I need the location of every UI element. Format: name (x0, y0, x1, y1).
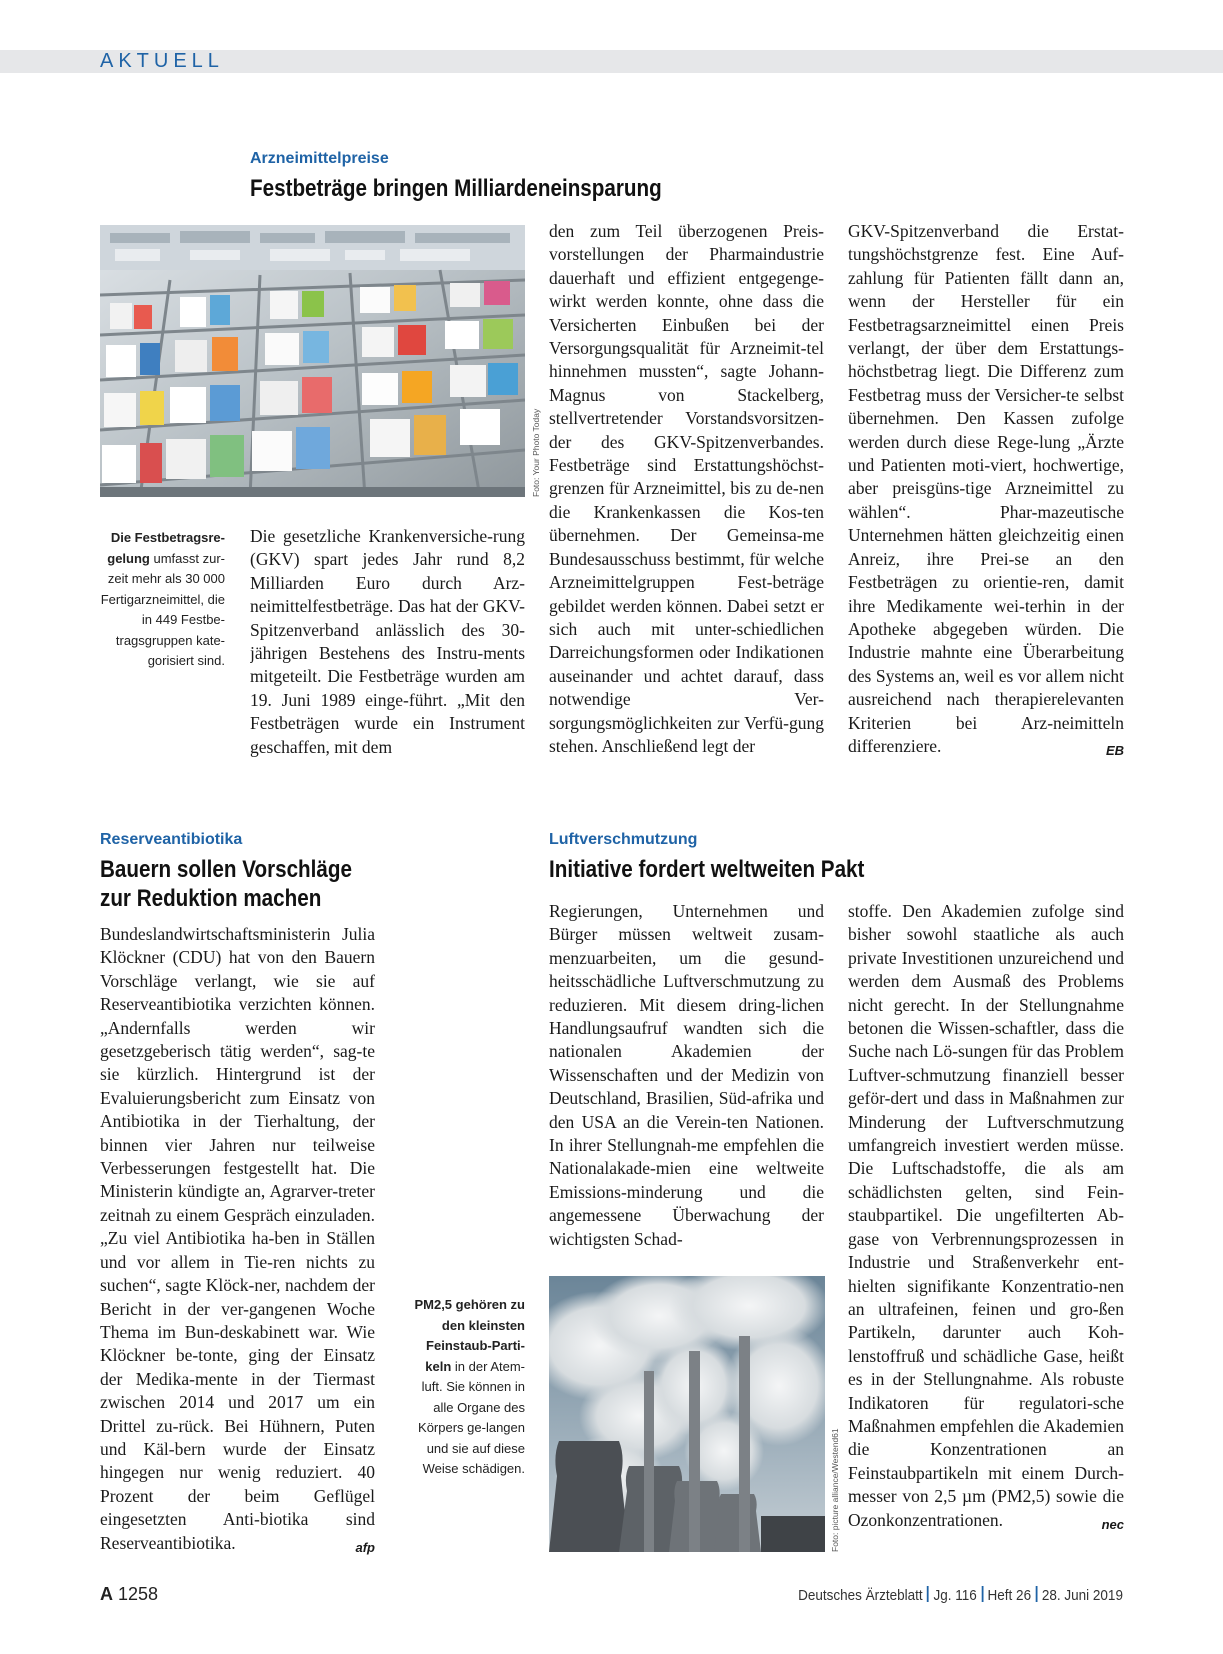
article1-column-3-text: GKV-Spitzenverband die Erstat-tungshöchstgrenze fest. Eine Auf-zahlung für Patienten fällt dann an, wenn der Hersteller für ein Festbetragsarzneimittel einen Preis verlangt, der über dem Erstattungs-höchstbetrag liegt. Die Differenz zum Festbetrag muss der Versicher-te selbst übernehmen. Den Kassen zufolge werden durch diese Rege-lung „Ärzte und Patienten moti-viert, hochwertige, aber preisgüns-tige Arzneimittel zu wählen“. Phar-mazeutische Unternehmen hätten gleichzeitig einen Anreiz, ihre Prei-se an den Festbeträgen zu orientie-ren, damit ihre Medikamente wei-terhin in der Apotheke abgegeben würden. Die Industrie mahnte eine Überarbeitung des Systems an, weil es vor allem nicht ausreichend nach therapierelevanten Kriterien bei Arz-neimitteln differenziere. (848, 221, 1124, 756)
caption-text: in der Atem-luft. Sie können in alle Organe des Körpers ge-langen und sie auf diese Weise schädigen. (418, 1358, 525, 1476)
article3-photo-caption (405, 1295, 525, 1480)
separator (981, 1586, 983, 1602)
journal-info (798, 1586, 1123, 1604)
article2-signature: afp (355, 1539, 375, 1555)
article1-headline: Festbeträge bringen Milliardeneinsparung (250, 175, 662, 202)
article2-body-text: Bundeslandwirtschaftsministerin Julia Klöckner (CDU) hat von den Bauern Vorschläge verlangt, wie sie auf Reserveantibiotika verzichten können. „Andernfalls werden wir gesetzgeberisch tätig werden“, sag-te sie kürzlich. Hintergrund ist der Evaluierungsbericht zum Einsatz von Antibiotika in der Tierhaltung, der binnen vier Jahren nur teilweise Verbesserungen festgestellt hat. Die Ministerin kündigte an, Agrarver-treter zeitnah zu einem Gespräch einzuladen. „Zu viel Antibiotika ha-ben in Ställen und vor allem in Tie-ren nichts zu suchen“, sagte Klöck-ner, nachdem der Bericht in der ver-gangenen Woche Thema im Bun-deskabinett war. Wie Klöckner be-tonte, ging der Einsatz der Medika-mente in der Tiermast zwischen 2014 und 2017 um ein Drittel zu-rück. Bei Hühnern, Puten und Käl-bern wurde der Einsatz hingegen nur wenig reduziert. 40 Prozent der beim Geflügel eingesetzten Anti-biotika sind Reserveantibiotika. (100, 924, 375, 1553)
article3-signature: nec (1101, 1516, 1124, 1532)
separator (1036, 1586, 1038, 1602)
article3-headline: Initiative fordert weltweiten Pakt (549, 856, 865, 883)
article2-body (100, 923, 375, 1563)
article3-column-2 (848, 900, 1124, 1563)
pharmacy-drawer-photo (100, 225, 525, 497)
photo2-credit: Foto: picture alliance/Westend61 (830, 1428, 840, 1552)
article1-column-2: den zum Teil überzogenen Preis-vorstellungen der Pharmaindustrie dauerhaft und effizient entgegenge-wirkt werden konnte, ohne dass die Versicherten Einbußen bei der Versorgungsqualität für Arzneimit-tel hinnehmen mussten“, sagte Johann-Magnus von Stackelberg, stellvertretender Vorstandsvorsitzen-der des GKV-Spitzenverbandes. Festbeträge sind Erstattungshöchst-grenzen für Arzneimittel, bis zu de-nen die Krankenkassen die Kos-ten übernehmen. Der Gemeinsa-me Bundesausschuss bestimmt, für welche Arzneimittelgruppen Fest-beträge gebildet werden können. Dabei setzt er sich auch mit unter-schiedlichen Darreichungsformen oder Indikationen auseinander und achtet darauf, dass notwendige Ver-sorgungsmöglichkeiten zur Verfü-gung stehen. Anschließend legt der (549, 221, 824, 756)
article3-column-1: Regierungen, Unternehmen und Bürger müssen weltweit zusam-menzuarbeiten, um die gesund-heitsschädliche Luftverschmutzung zu reduzieren. Mit diesem dring-lichen Handlungsaufruf wandten sich die nationalen Akademien der Wissenschaften und der Medizin von Deutschland, Brasilien, Süd-afrika und den USA an die Verein-ten Nationen. In ihrer Stellungnah-me empfehlen die Nationalakade-mien eine weltweite Emissions-minderung und die angemessene Überwachung der wichtigsten Schad- (549, 901, 824, 1249)
article1-column-3 (848, 220, 1124, 765)
journal-volume: Jg. 116 (933, 1587, 977, 1604)
caption-text: umfasst zur-zeit mehr als 30 000 Fertigarzneimittel, die in 449 Festbe-tragsgruppen kate-gorisiert sind. (100, 550, 225, 668)
article2-headline-line1: Bauern sollen Vorschläge (100, 856, 352, 883)
page-number-value: 1258 (118, 1584, 159, 1604)
article1-signature: EB (1105, 742, 1124, 758)
journal-issue: Heft 26 (987, 1587, 1032, 1604)
caption-bold: Die Festbetragsre-gelung (107, 530, 225, 566)
photo1-credit: Foto: Your Photo Today (531, 408, 541, 497)
page-prefix: A (100, 1584, 113, 1604)
article3-kicker: Luftverschmutzung (549, 831, 698, 848)
separator (927, 1586, 929, 1602)
article3-column-2-text: stoffe. Den Akademien zufolge sind bisher sowohl staatliche als auch private Investitionen unzureichend und werden dem Ausmaß des Problems nicht gerecht. In der Stellungnahme betonen die Wissen-schaftler, dass die Suche nach Lö-sungen für das Problem Luftver-schmutzung finanziell besser geför-dert und dass in Maßnahmen zur Minderung der Luftverschmutzung umfangreich investiert werden müsse. Die Luftschadstoffe, die als am schädlichsten gelten, sind Fein-staubpartikel. Die ungefilterten Ab-gase von Verbrennungsprozessen in Industrie und Straßenverkehr ent-hielten signifikante Konzentratio-nen an ultrafeinen, feinen und gro-ßen Partikeln, darunter auch Koh-lenstoffruß und schädliche Gase, heißt es in der Stellungnahme. Als robuste Indikatoren für regulatori-sche Maßnahmen empfehlen die Akademien die Konzentrationen an Feinstaubpartikeln mit einem Durch-messer von 2,5 µm (PM2,5) sowie die Ozonkonzentrationen. (848, 901, 1124, 1530)
journal-date: 28. Juni 2019 (1041, 1587, 1123, 1604)
article1-photo-caption (100, 528, 225, 672)
caption-bold: PM2,5 gehören zu den kleinsten Feinstaub-Parti-keln (414, 1297, 525, 1374)
journal-name: Deutsches Ärzteblatt (798, 1587, 923, 1604)
cooling-towers-photo (549, 1276, 825, 1552)
section-label: AKTUELL (100, 50, 224, 72)
page-number (100, 1584, 158, 1605)
article2-headline-line2: zur Reduktion machen (100, 885, 322, 912)
article2-kicker: Reserveantibiotika (100, 831, 243, 848)
article1-kicker: Arzneimittelpreise (250, 150, 389, 167)
article1-column-1: Die gesetzliche Krankenversiche-rung (GKV) spart jedes Jahr rund 8,2 Milliarden Euro durch Arz-neimittelfestbeträge. Das hat der GKV-Spitzenverband anlässlich des 30-jährigen Bestehens des Instru-ments mitgeteilt. Die Festbeträge wurden am 19. Juni 1989 einge-führt. „Mit den Festbeträgen wurde ein Instrument geschaffen, mit dem (250, 526, 525, 757)
